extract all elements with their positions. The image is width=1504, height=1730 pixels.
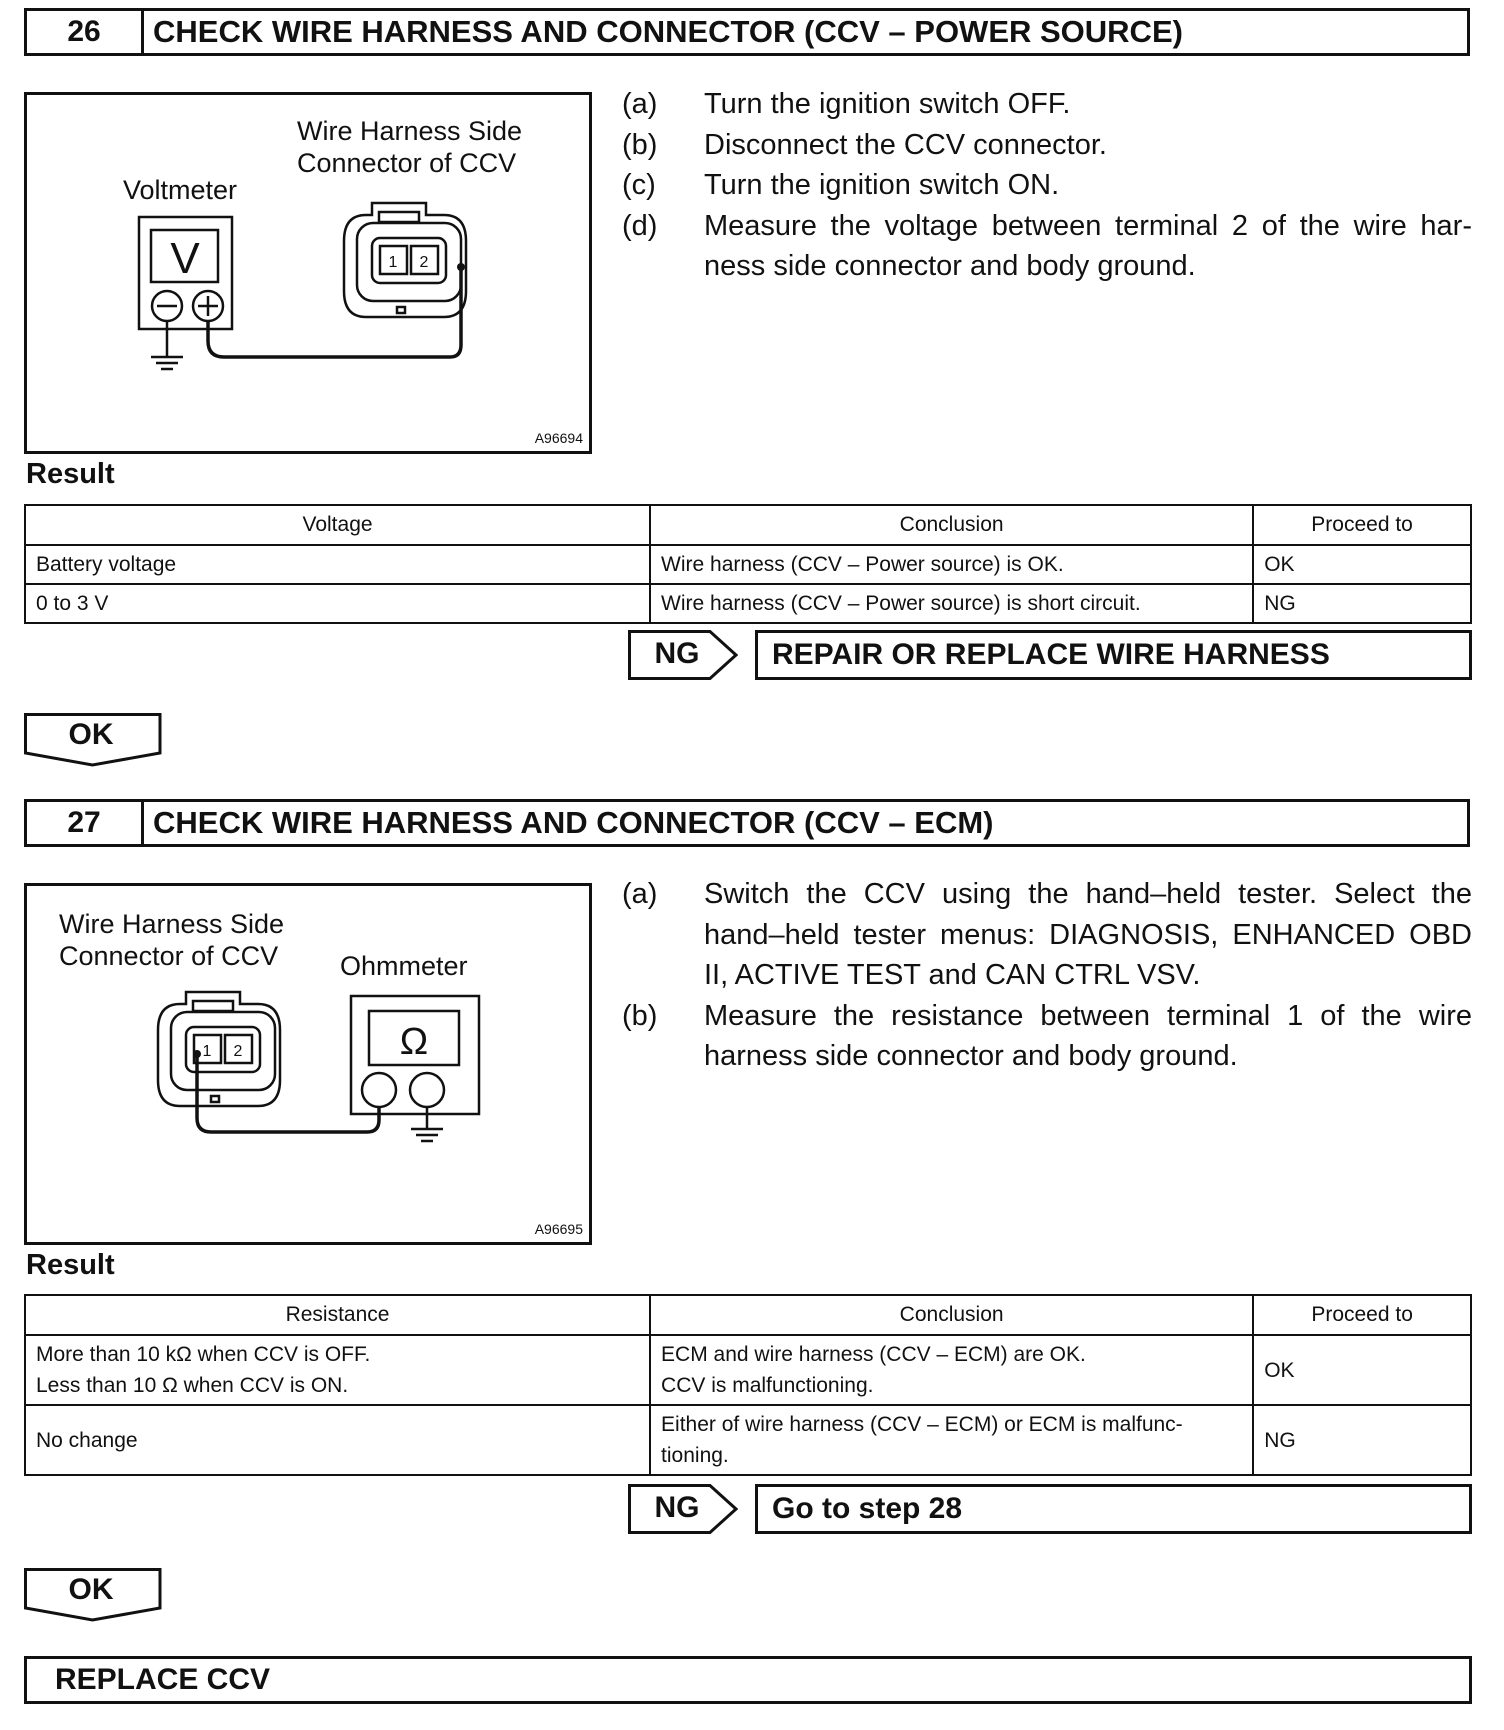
instruction-item: (c) Turn the ignition switch ON.	[622, 169, 1060, 201]
ng-action-box: Go to step 28	[755, 1484, 1472, 1534]
step-27-instructions	[622, 874, 1472, 1077]
table-row: Battery voltage Wire harness (CCV – Power source) is OK. OK	[25, 545, 1471, 584]
instruction-item: (a) Turn the ignition switch OFF.	[622, 88, 1071, 120]
connector-label-line2: Connector of CCV	[59, 941, 279, 971]
ng-action-box: REPAIR OR REPLACE WIRE HARNESS	[755, 630, 1472, 680]
instruction-item: (a) Switch the CCV using the hand–held tester. Select the hand–held tester menus: DIAGNOSIS, ENHANCED OBD II, ACTIVE TEST and CAN CTRL VSV.	[622, 878, 1472, 991]
meter-symbol: V	[170, 234, 200, 283]
ng-label: NG	[654, 637, 700, 670]
step-title: CHECK WIRE HARNESS AND CONNECTOR (CCV – POWER SOURCE)	[153, 14, 1183, 49]
probe-wire	[208, 267, 461, 357]
instruction-item: (b) Disconnect the CCV connector.	[622, 128, 1107, 161]
final-action-box: REPLACE CCV	[24, 1656, 1472, 1704]
table-header-row: Resistance Conclusion Proceed to	[25, 1295, 1471, 1335]
result-label: Result	[26, 458, 115, 490]
instruction-item: (d) Measure the voltage between terminal 2 of the wire har- ness side connector and body ground.	[622, 209, 1472, 282]
instruction-item: (b) Measure the resistance between terminal 1 of the wire harness side connector and body ground.	[622, 999, 1472, 1072]
meter-label: Voltmeter	[123, 175, 238, 205]
voltmeter-diagram	[24, 92, 592, 454]
ohmmeter-diagram	[24, 883, 592, 1245]
step-title: CHECK WIRE HARNESS AND CONNECTOR (CCV – ECM)	[153, 805, 994, 840]
step-number: 26	[27, 11, 144, 53]
ng-label: NG	[654, 1491, 700, 1524]
result-table	[24, 1294, 1472, 1476]
pin-2-label: 2	[419, 254, 429, 271]
connector-label-line2: Connector of CCV	[297, 148, 517, 178]
table-row: More than 10 kΩ when CCV is OFF. Less than 10 Ω when CCV is ON. ECM and wire harness (CCV – ECM) are OK. CCV is malfunctioning. OK	[25, 1335, 1471, 1405]
connector-icon	[158, 992, 280, 1106]
meter-label: Ohmmeter	[340, 951, 468, 981]
connector-label-line1: Wire Harness Side	[297, 116, 523, 146]
step-26-instructions	[622, 84, 1472, 287]
step-27-header	[24, 799, 1470, 847]
connector-label-line1: Wire Harness Side	[59, 909, 285, 939]
ng-arrow-tag	[628, 1484, 738, 1534]
ok-label: OK	[68, 1573, 114, 1606]
pin-1-label: 1	[388, 254, 398, 271]
table-row: No change Either of wire harness (CCV – ECM) or ECM is malfunc- tioning. NG	[25, 1405, 1471, 1475]
table-row: 0 to 3 V Wire harness (CCV – Power source) is short circuit. NG	[25, 584, 1471, 623]
ng-arrow-tag	[628, 630, 738, 680]
result-table	[24, 504, 1472, 624]
ok-arrow-tag	[24, 1568, 164, 1622]
table-header-row: Voltage Conclusion Proceed to	[25, 505, 1471, 545]
ground-icon	[411, 1107, 443, 1141]
meter-symbol: Ω	[399, 1021, 429, 1063]
figure-id: A96694	[534, 430, 583, 446]
connector-icon	[344, 203, 466, 317]
figure-id: A96695	[534, 1221, 583, 1237]
ok-label: OK	[68, 718, 114, 751]
step-26-header	[24, 8, 1470, 56]
pin-2-label: 2	[233, 1043, 243, 1060]
pin-1-label: 1	[202, 1043, 212, 1060]
result-label: Result	[26, 1249, 115, 1281]
ok-arrow-tag	[24, 713, 164, 767]
step-number: 27	[27, 802, 144, 844]
